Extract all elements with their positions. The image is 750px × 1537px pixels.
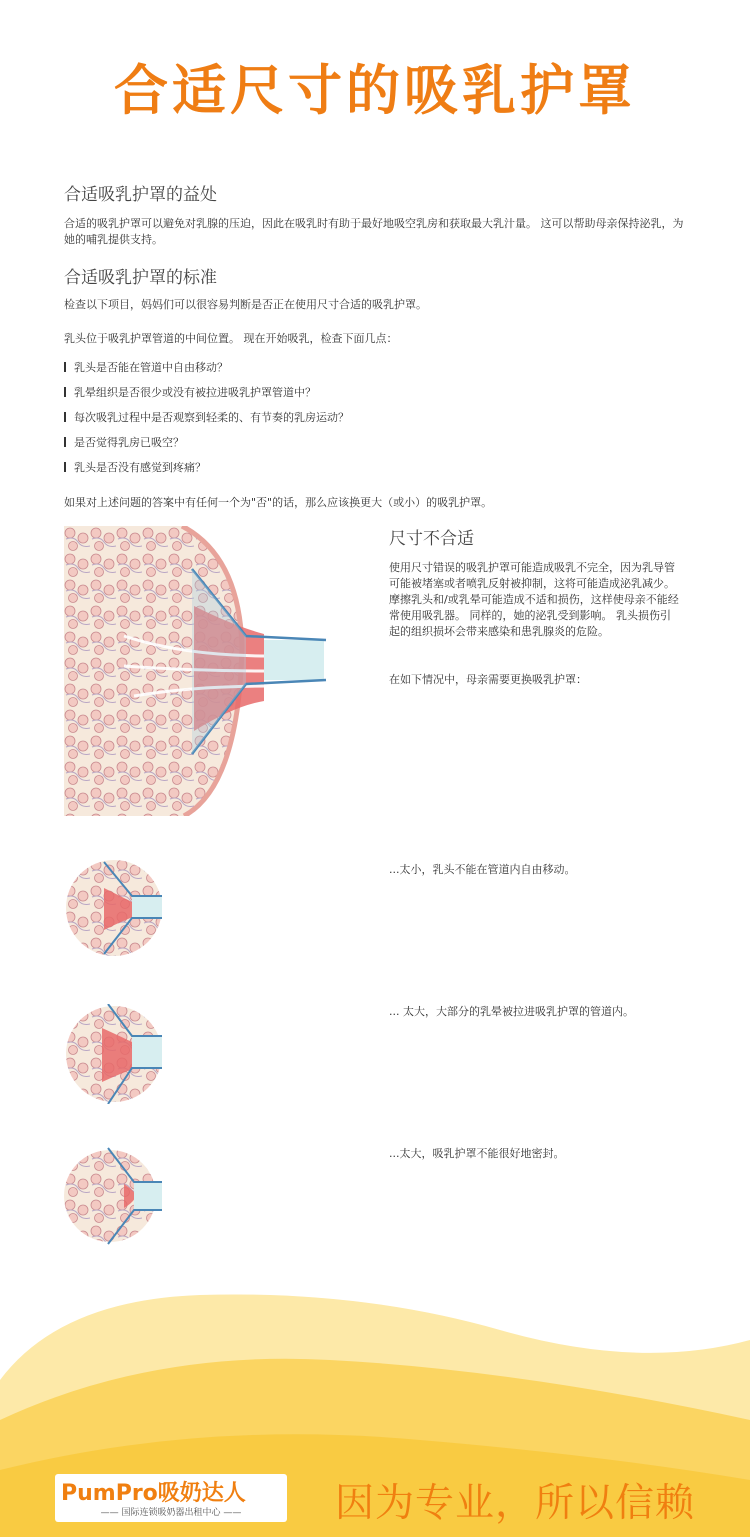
bullet-mark xyxy=(64,462,66,472)
criteria-item xyxy=(64,434,184,450)
criteria-conclusion: 如果对上述问题的答案中有任何一个为"否"的话，那么应该换更大（或小）的吸乳护罩。 xyxy=(64,496,493,509)
breast-shield-illustration-too-large-areola xyxy=(64,1004,164,1104)
unfit-when: 在如下情况中，母亲需要更换吸乳护罩： xyxy=(389,673,587,686)
bullet-mark xyxy=(64,412,66,422)
unfit-text: 使用尺寸错误的吸乳护罩可能造成吸乳不完全，因为乳导管可能被堵塞或者喷乳反射被抑制，这将可能造成泌乳减少。 摩擦乳头和/或乳晕可能造成不适和损伤，这样使母亲不能经常使用吸乳器。 同样的，她的泌乳受到影响。 乳头损伤引起的组织损坏会带来感染和患乳腺炎的危险。 xyxy=(389,561,679,638)
breast-shield-illustration-too-small xyxy=(64,858,164,958)
criteria-item xyxy=(64,359,228,375)
criteria-item-text: 是否觉得乳房已吸空？ xyxy=(74,436,184,449)
criteria-item-text: 每次吸乳过程中是否观察到轻柔的、有节奏的乳房运动？ xyxy=(74,411,349,424)
case-caption: ... 太大，大部分的乳晕被拉进吸乳护罩的管道内。 xyxy=(389,1005,634,1018)
bullet-mark xyxy=(64,387,66,397)
breast-shield-illustration-poor-seal xyxy=(64,1146,164,1246)
breast-shield-illustration-large xyxy=(64,526,328,816)
criteria-item xyxy=(64,459,206,475)
benefits-text: 合适的吸乳护罩可以避免对乳腺的压迫，因此在吸乳时有助于最好地吸空乳房和获取最大乳汁量。 这可以帮助母亲保持泌乳，为她的哺乳提供支持。 xyxy=(64,217,684,246)
case-caption: ...太小，乳头不能在管道内自由移动。 xyxy=(389,863,576,876)
criteria-item xyxy=(64,384,316,400)
logo-subtitle: —— 国际连锁吸奶器出租中心 —— xyxy=(100,1508,242,1518)
criteria-item-text: 乳头是否没有感觉到疼痛？ xyxy=(74,461,206,474)
benefits-heading: 合适吸乳护罩的益处 xyxy=(64,185,217,205)
criteria-item-text: 乳晕组织是否很少或没有被拉进吸乳护罩管道中？ xyxy=(74,386,316,399)
page-title: 合适尺寸的吸乳护罩 xyxy=(114,59,636,122)
criteria-heading: 合适吸乳护罩的标准 xyxy=(64,268,217,288)
unfit-heading: 尺寸不合适 xyxy=(389,529,474,549)
case-caption: ...太大，吸乳护罩不能很好地密封。 xyxy=(389,1147,565,1160)
criteria-check-intro: 乳头位于吸乳护罩管道的中间位置。 现在开始吸乳，检查下面几点： xyxy=(64,332,398,345)
criteria-item xyxy=(64,409,349,425)
logo-text: PumPro吸奶达人 xyxy=(61,1481,246,1506)
criteria-item-text: 乳头是否能在管道中自由移动？ xyxy=(74,361,228,374)
criteria-intro: 检查以下项目，妈妈们可以很容易判断是否正在使用尺寸合适的吸乳护罩。 xyxy=(64,298,427,311)
pumpro-logo xyxy=(55,1474,287,1522)
bullet-mark xyxy=(64,362,66,372)
slogan: 因为专业，所以信赖 xyxy=(335,1481,696,1526)
bullet-mark xyxy=(64,437,66,447)
